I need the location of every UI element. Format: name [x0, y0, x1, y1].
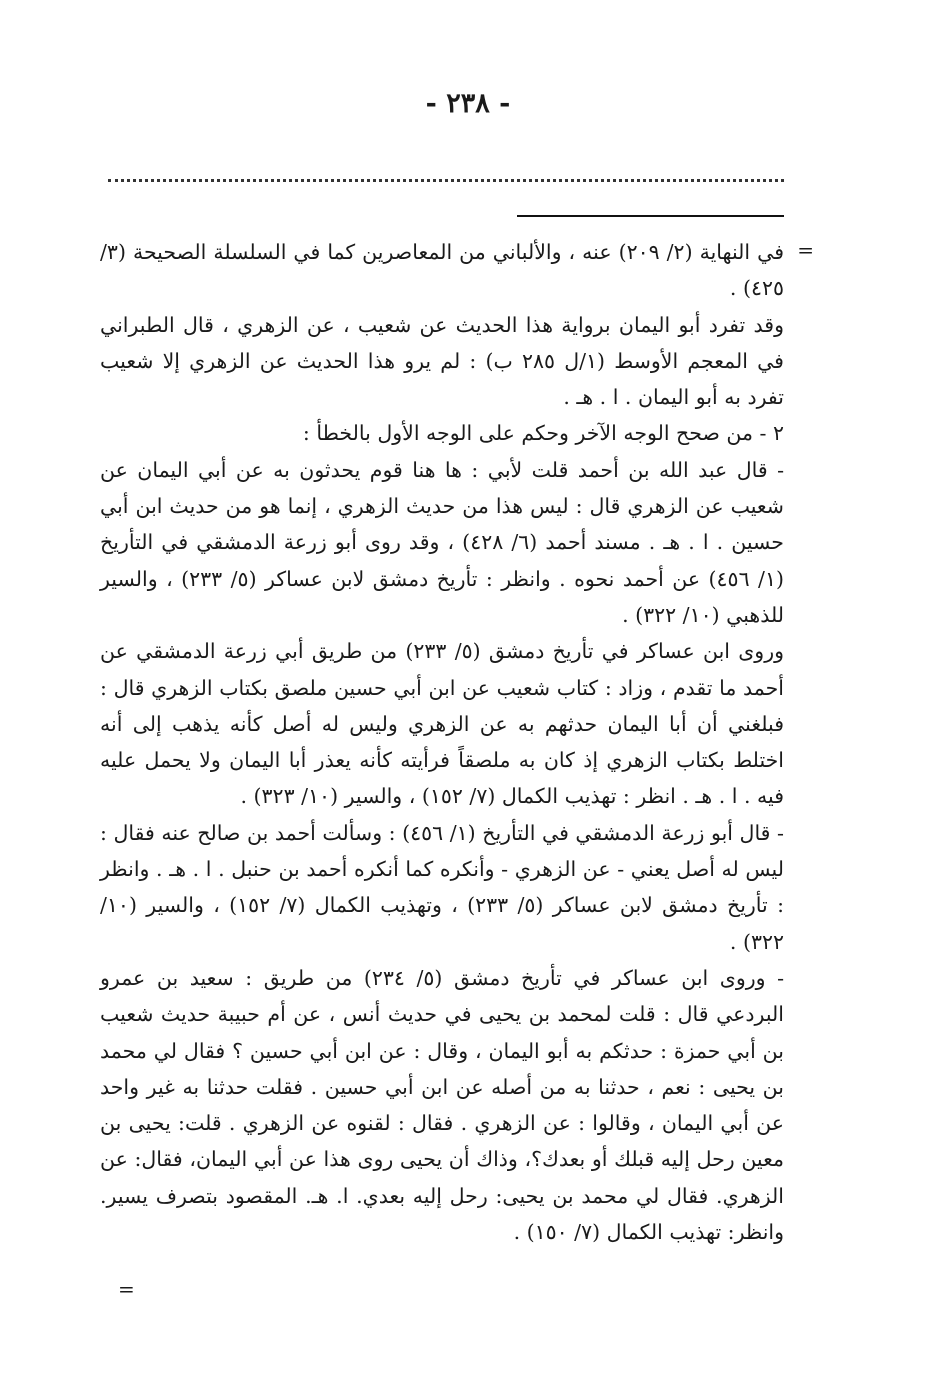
continuation-mark: = [797, 238, 814, 262]
footnote-paragraph: - قال أبو زرعة الدمشقي في التأريخ (١/ ٤٥٦) : وسألت أحمد بن صالح عنه فقال : ليس له أصل يعني - عن الزهري - وأنكره كما أنكره أحمد بن حنبل . ا . هـ . وانظر : تأريخ دمشق لابن عساكر (٥/ ٢٣٣) ، وتهذيب الكمال (٧/ ١٥٢) ، والسير (١٠/ ٣٢٢) . [100, 820, 784, 954]
footnote-separator-rule [517, 215, 784, 217]
footnote-paragraph: - قال عبد الله بن أحمد قلت لأبي : ها هنا قوم يحدثون به عن أبي اليمان عن شعيب عن الزهري قال : ليس هذا من حديث الزهري ، إنما هو من حديث ابن أبي حسين . ا . هـ . مسند أحمد (٦/ ٤٢٨) ، وقد روى أبو زرعة الدمشقي في التأريخ (١/ ٤٥٦) عن أحمد نحوه . وانظر : تأريخ دمشق لابن عساكر (٥/ ٢٣٣) ، والسير للذهبي (١٠/ ٣٢٢) . [100, 457, 784, 627]
footnote-paragraph: وروى ابن عساكر في تأريخ دمشق (٥/ ٢٣٣) من طريق أبي زرعة الدمشقي عن أحمد ما تقدم ، وزاد : كتاب شعيب عن ابن أبي حسين ملصق بكتاب الزهري قال : فبلغني أن أبا اليمان حدثهم به عن الزهري وليس له أصل كأنه يذهب إلى أنه اختلط بكتاب الزهري إذ كان به ملصقاً فرأيته كأنه يعذر أبا اليمان ولا يحمل عليه فيه . ا . هـ . انظر : تهذيب الكمال (٧/ ١٥٢) ، والسير (١٠/ ٣٢٣) . [100, 639, 784, 809]
footnote-body [100, 234, 784, 1250]
dotted-separator [108, 179, 784, 182]
page-number: - ٢٣٨ - [425, 88, 511, 119]
footnote-paragraph: - وروى ابن عساكر في تأريخ دمشق (٥/ ٢٣٤) من طريق : سعيد بن عمرو البردعي قال : قلت لمحمد بن يحيى في حديث أنس ، عن أم حبيبة حديث شعيب بن أبي حمزة : حدثكم به أبو اليمان ، وقال : عن ابن أبي حسين ؟ فقال لي محمد بن يحيى : نعم ، حدثنا به من أصله عن ابن أبي حسين . فقلت حدثنا به غير واحد عن أبي اليمان ، وقالوا : عن الزهري . فقال : لقنوه عن الزهري . قلت: يحيى بن معين رحل إليه قبلك أو بعدك؟، وذاك أن يحيى روى هذا عن أبي اليمان، فقال: عن الزهري. فقال لي محمد بن يحيى: رحل إليه بعدي. ا. هـ. المقصود بتصرف يسير. وانظر: تهذيب الكمال (٧/ ١٥٠) . [100, 965, 784, 1245]
footnote-paragraph: وقد تفرد أبو اليمان برواية هذا الحديث عن شعيب ، عن الزهري ، قال الطبراني في المعجم الأوسط (١/ل ٢٨٥ ب) : لم يرو هذا الحديث عن الزهري إلا شعيب تفرد به أبو اليمان . ا . هـ . [100, 312, 784, 410]
footnote-paragraph: في النهاية (٢/ ٢٠٩) عنه ، والألباني من المعاصرين كما في السلسلة الصحيحة (٣/ ٤٢٥) . [100, 240, 784, 301]
end-continuation-mark: = [118, 1277, 135, 1301]
footnote-heading: ٢ - من صحح الوجه الآخر وحكم على الوجه الأول بالخطأ : [302, 421, 784, 446]
